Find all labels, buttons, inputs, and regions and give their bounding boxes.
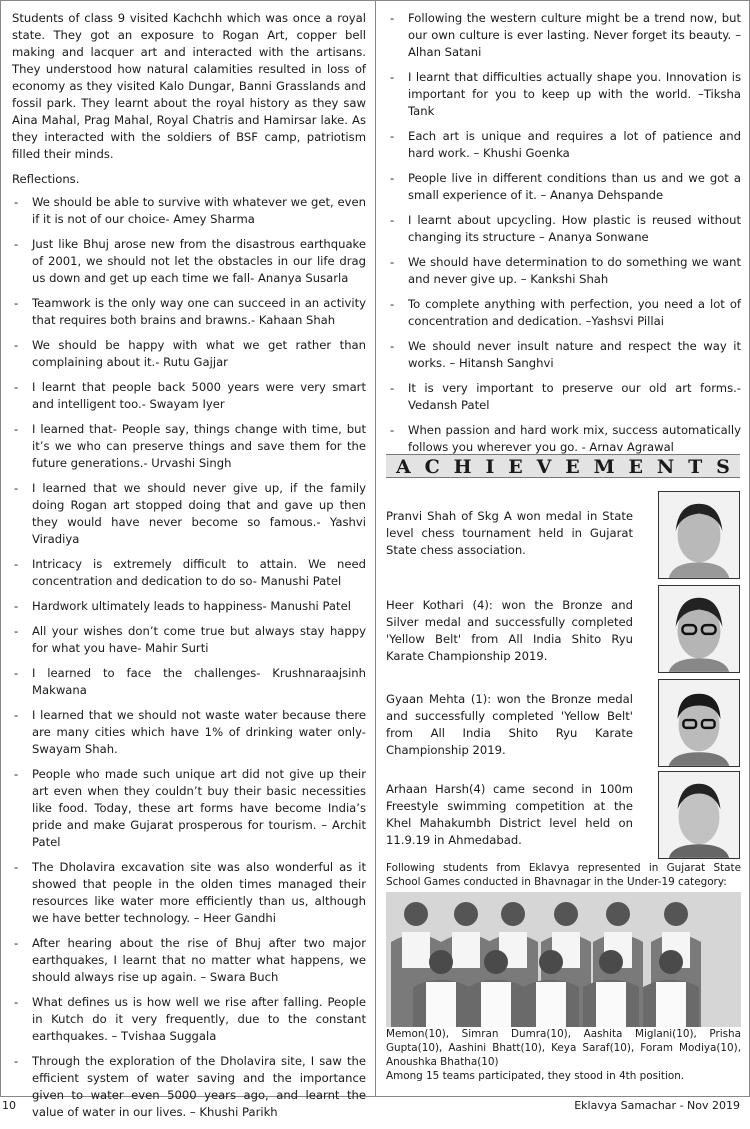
reflection-item: - People who made such unique art did not give up their art even when they couldn’t buy their basic necessities like food. Today, these art forms have become India’s pride and make Gujarat prosperous for tourism. – Archit Patel (12, 766, 366, 851)
student-photo (658, 771, 740, 859)
heading-letter: N (656, 456, 675, 478)
reflection-item: - To complete anything with perfection, you need a lot of concentration and dedication. –Yashsvi Pillai (388, 296, 741, 330)
heading-letter: C (424, 456, 440, 478)
heading-letter: V (536, 456, 552, 478)
group-photo (386, 892, 741, 1027)
reflection-item: - When passion and hard work mix, success automatically follows you wherever you go. - Arnav Agrawal (388, 422, 741, 456)
heading-letter: S (716, 456, 730, 478)
achievement-item: Pranvi Shah of Skg A won medal in State level chess tournament held in Gujarat State chess association. (386, 509, 633, 557)
student-photo (658, 679, 740, 767)
reflection-item: - We should be happy with what we get rather than complaining about it.- Rutu Gajjar (12, 337, 366, 371)
page-number: 10 (2, 1099, 16, 1112)
intro-paragraph: Students of class 9 visited Kachchh which was once a royal state. They got an exposure to Rogan Art, copper bell making and lacquer art and interacted with the artisans. They understood how natural calamities resulted in loss of economy as they visited Kalo Dungar, Banni Grasslands and fossil park. They learnt about the royal history as they saw Aina Mahal, Prag Mahal, Royal Chatris and Hamirsar lake. As they interacted with the soldiers of BSF camp, patriotism filled their minds. (12, 11, 366, 161)
reflection-item: - I learnt that difficulties actually shape you. Innovation is important for you to keep up with the world. –Tiksha Tank (388, 69, 741, 120)
reflection-item: - We should be able to survive with whatever we get, even if it is not of our choice- Amey Sharma (12, 194, 366, 228)
reflection-item: - Teamwork is the only way one can succeed in an activity that requires both brains and brawns.- Kahaan Shah (12, 295, 366, 329)
heading-letter: I (485, 456, 495, 478)
reflections-list (12, 194, 366, 1121)
reflection-item: - Hardwork ultimately leads to happiness- Manushi Patel (12, 598, 366, 615)
right-text (388, 10, 741, 464)
heading-letter: H (453, 456, 472, 478)
heading-letter: E (565, 456, 580, 478)
reflections-list-continued (388, 10, 741, 456)
heading-letter: M (593, 456, 615, 478)
reflection-item: - I learned that we should not waste water because there are many cities which have 1% of drinking water only- Swayam Shah. (12, 707, 366, 758)
heading-letter: T (688, 456, 703, 478)
reflection-item: - The Dholavira excavation site was also wonderful as it showed that people in the olden times managed their resources like water more efficiently than us, although we have better technology. – Heer Gandhi (12, 859, 366, 927)
reflection-item: - I learnt that people back 5000 years were very smart and intelligent too.- Swayam Iyer (12, 379, 366, 413)
reflection-item: - I learnt about upcycling. How plastic is reused without changing its structure – Ananya Sonwane (388, 212, 741, 246)
group-names (386, 1027, 741, 1083)
heading-letter: E (628, 456, 643, 478)
left-text (12, 10, 366, 1129)
reflection-item: - I learned to face the challenges- Krushnaraajsinh Makwana (12, 665, 366, 699)
reflection-item: - Each art is unique and requires a lot of patience and hard work. – Khushi Goenka (388, 128, 741, 162)
right-column (375, 0, 750, 1097)
group-names-text: Memon(10), Simran Dumra(10), Aashita Miglani(10), Prisha Gupta(10), Aashini Bhatt(10), Keya Saraf(10), Foram Modiya(10), Anoushka Bhatha(10) (386, 1028, 741, 1068)
student-photo (658, 491, 740, 579)
reflection-item: - People live in different conditions than us and we got a small experience of it. – Ananya Dehspande (388, 170, 741, 204)
achievement-item: Gyaan Mehta (1): won the Bronze medal and successfully completed 'Yellow Belt' from All India Shito Ryu Karate Championship 2019. (386, 692, 633, 757)
student-photo (658, 585, 740, 673)
reflection-item: - Following the western culture might be a trend now, but our own culture is ever lasting. Never forget its beauty. – Alhan Satani (388, 10, 741, 61)
reflections-heading: Reflections. (12, 172, 80, 186)
reflection-item: - All your wishes don’t come true but always stay happy for what you have- Mahir Surti (12, 623, 366, 657)
group-caption: Following students from Eklavya represented in Gujarat State School Games conducted in Bhavnagar in the Under-19 category: (386, 862, 741, 888)
publication-footer: Eklavya Samachar - Nov 2019 (574, 1099, 740, 1112)
reflection-item: - What defines us is how well we rise after falling. People in Kutch do it very frequently, due to the constant earthquakes. – Tvishaa Suggala (12, 994, 366, 1045)
reflection-item: - It is very important to preserve our old art forms.- Vedansh Patel (388, 380, 741, 414)
achievement-item: Heer Kothari (4): won the Bronze and Silver medal and successfully completed 'Yellow Belt' from All India Shito Ryu Karate Championship 2019. (386, 598, 633, 663)
reflection-item: - We should never insult nature and respect the way it works. – Hitansh Sanghvi (388, 338, 741, 372)
achievements-heading (386, 454, 740, 478)
reflection-item: - We should have determination to do something we want and never give up. – Kankshi Shah (388, 254, 741, 288)
reflection-item: - I learned that we should never give up, if the family doing Rogan art stopped doing that and gave up then they would have never become so famous.- Yashvi Viradiya (12, 480, 366, 548)
reflection-item: - Through the exploration of the Dholavira site, I saw the efficient system of water saving and the importance given to water even 5000 years ago, and learnt the value of water in our lives. – Khushi Parikh (12, 1053, 366, 1121)
heading-letter: A (396, 456, 411, 478)
achievement-item: Arhaan Harsh(4) came second in 100m Freestyle swimming competition at the Khel Mahakumbh District level held on 11.9.19 in Ahmedabad. (386, 782, 633, 847)
reflection-item: - I learned that- People say, things change with time, but it’s we who can preserve things and save them for the future generations.- Urvashi Singh (12, 421, 366, 472)
reflection-item: - Intricacy is extremely difficult to attain. We need concentration and dedication to do so- Manushi Patel (12, 556, 366, 590)
heading-letter: E (508, 456, 523, 478)
reflection-item: - After hearing about the rise of Bhuj after two major earthquakes, I learnt that no matter what happens, we should always rise up again. – Swara Buch (12, 935, 366, 986)
group-result: Among 15 teams participated, they stood in 4th position. (386, 1070, 685, 1082)
reflection-item: - Just like Bhuj arose new from the disastrous earthquake of 2001, we should not let the obstacles in our life drag us down and get up each time we fall- Ananya Susarla (12, 236, 366, 287)
